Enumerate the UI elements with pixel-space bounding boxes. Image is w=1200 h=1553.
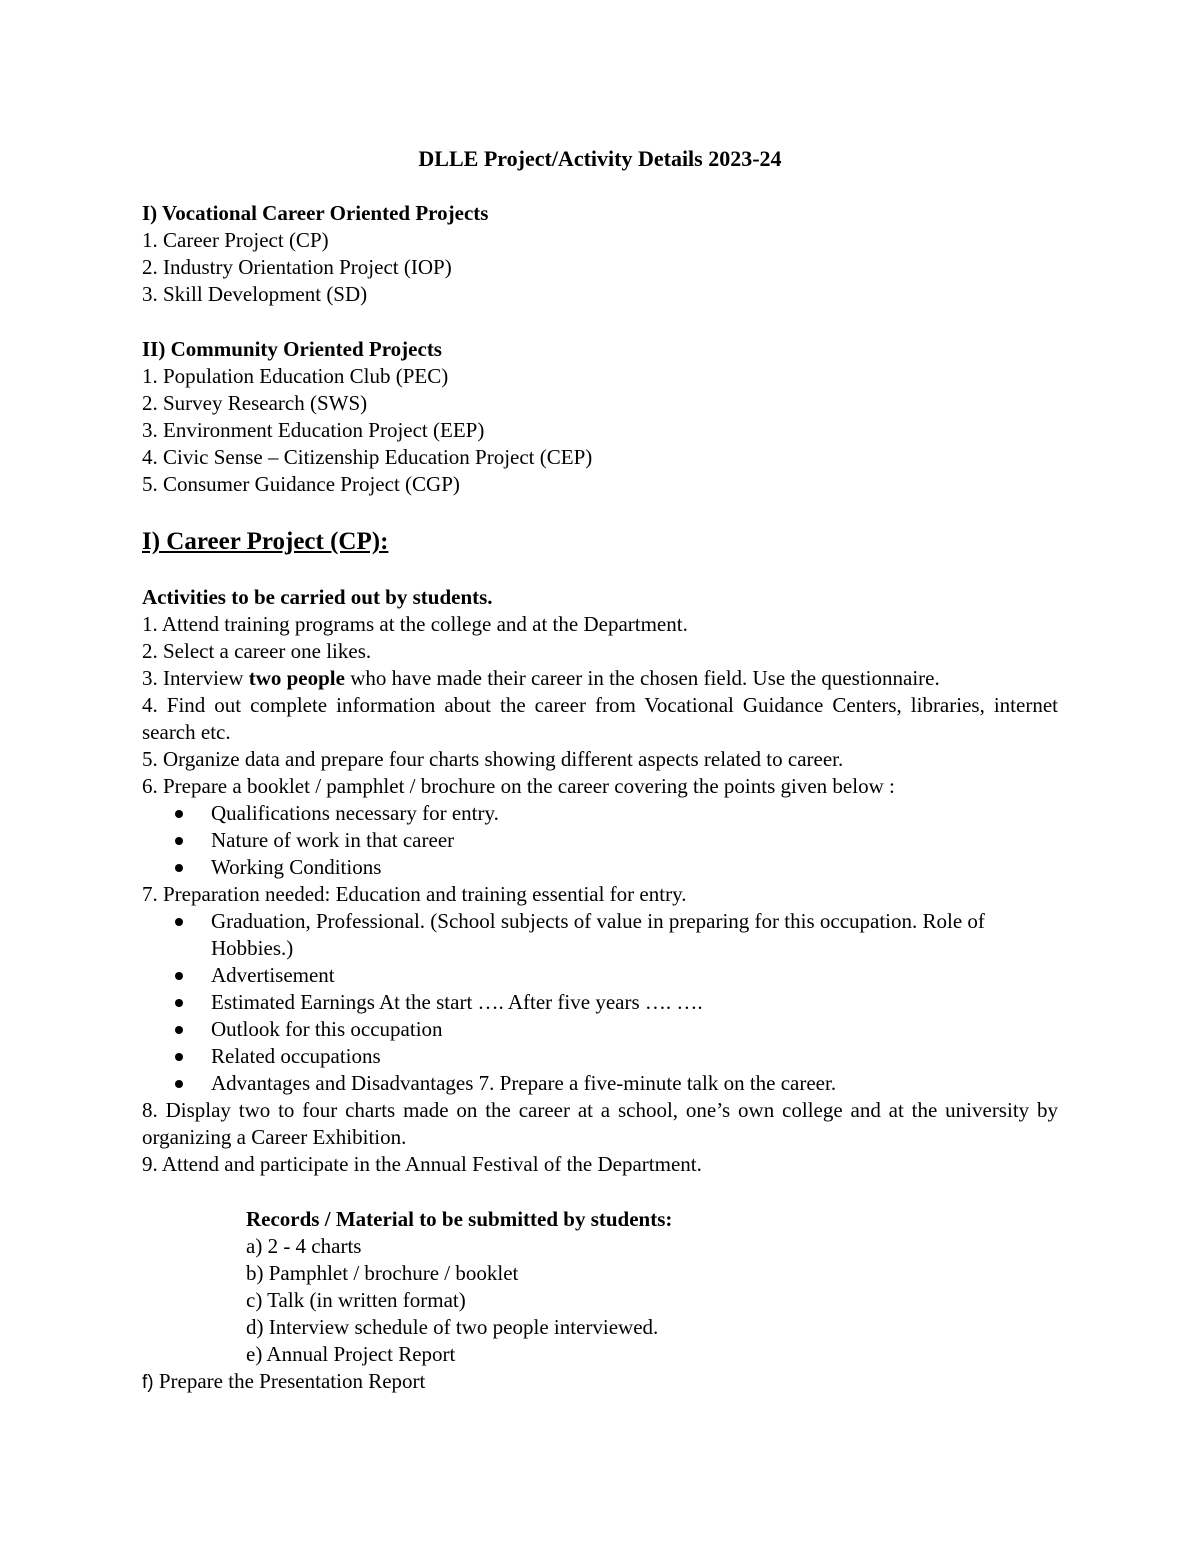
list-item: 5. Consumer Guidance Project (CGP) [142, 472, 460, 496]
record-item-text: Prepare the Presentation Report [153, 1369, 426, 1393]
activity-item: 5. Organize data and prepare four charts showing different aspects related to career. [142, 747, 844, 771]
bullet-item: Estimated Earnings At the start …. After five years …. …. [142, 989, 1058, 1016]
bullet-icon [175, 864, 183, 872]
list-item: 1. Population Education Club (PEC) [142, 364, 449, 388]
bullet-item: Advantages and Disadvantages 7. Prepare a five-minute talk on the career. [142, 1070, 1058, 1097]
list-item: 2. Survey Research (SWS) [142, 391, 368, 415]
bullet-item: Outlook for this occupation [142, 1016, 1058, 1043]
record-item: b) Pamphlet / brochure / booklet [246, 1261, 519, 1285]
record-item: d) Interview schedule of two people interviewed. [246, 1315, 659, 1339]
activity-item: 1. Attend training programs at the college and at the Department. [142, 612, 688, 636]
career-project-heading-block [142, 526, 1058, 558]
record-item: e) Annual Project Report [246, 1342, 456, 1366]
list-item: 2. Industry Orientation Project (IOP) [142, 255, 452, 279]
activity-item: 6. Prepare a booklet / pamphlet / brochure on the career covering the points given below : [142, 774, 895, 798]
career-project-heading: I) Career Project (CP): [142, 528, 389, 555]
record-item-label: f) [142, 1372, 154, 1393]
bullet-icon [175, 810, 183, 818]
bullet-item: Graduation, Professional. (School subjects of value in preparing for this occupation. Role of Hobbies.) [142, 908, 1058, 962]
bullet-icon [175, 1053, 183, 1061]
record-item [142, 1368, 1058, 1396]
list-item: 1. Career Project (CP) [142, 228, 329, 252]
bullet-icon [175, 1080, 183, 1088]
document-title: DLLE Project/Activity Details 2023-24 [418, 146, 782, 171]
bullet-icon [175, 837, 183, 845]
record-item: c) Talk (in written format) [246, 1288, 466, 1312]
record-item-f [142, 1368, 1058, 1396]
bullet-icon [175, 1026, 183, 1034]
bullet-item: Nature of work in that career [142, 827, 1058, 854]
career-activities [142, 584, 1058, 1178]
activity-item: 7. Preparation needed: Education and training essential for entry. [142, 882, 687, 906]
activity-item: 8. Display two to four charts made on the career at a school, one’s own college and at the university by organizing a Career Exhibition. [142, 1098, 1058, 1149]
section-vocational [142, 200, 1058, 308]
activities-heading: Activities to be carried out by students. [142, 585, 493, 609]
section-community [142, 336, 1058, 498]
activity-text: who have made their career in the chosen field. Use the questionnaire. [344, 666, 940, 690]
section-heading: II) Community Oriented Projects [142, 337, 442, 361]
bullet-item: Related occupations [142, 1043, 1058, 1070]
bullet-icon [175, 999, 183, 1007]
bullet-item: Advertisement [142, 962, 1058, 989]
activity-item [142, 665, 1058, 692]
list-item: 4. Civic Sense – Citizenship Education Project (CEP) [142, 445, 593, 469]
record-item: a) 2 - 4 charts [246, 1234, 362, 1258]
activity-item: 2. Select a career one likes. [142, 639, 372, 663]
activity-text: 3. Interview [142, 666, 249, 690]
list-item: 3. Skill Development (SD) [142, 282, 368, 306]
bullet-list [142, 908, 1058, 1097]
bullet-icon [175, 972, 183, 980]
bullet-item: Qualifications necessary for entry. [142, 800, 1058, 827]
activity-item: 4. Find out complete information about the career from Vocational Guidance Centers, libraries, internet search etc. [142, 693, 1058, 744]
section-heading: I) Vocational Career Oriented Projects [142, 201, 489, 225]
activity-emphasis: two people [248, 666, 345, 690]
records-section [142, 1206, 1162, 1368]
records-heading: Records / Material to be submitted by students: [246, 1207, 673, 1231]
bullet-list [142, 800, 1058, 881]
bullet-icon [175, 918, 183, 926]
bullet-item: Working Conditions [142, 854, 1058, 881]
activity-item: 9. Attend and participate in the Annual Festival of the Department. [142, 1152, 702, 1176]
list-item: 3. Environment Education Project (EEP) [142, 418, 485, 442]
